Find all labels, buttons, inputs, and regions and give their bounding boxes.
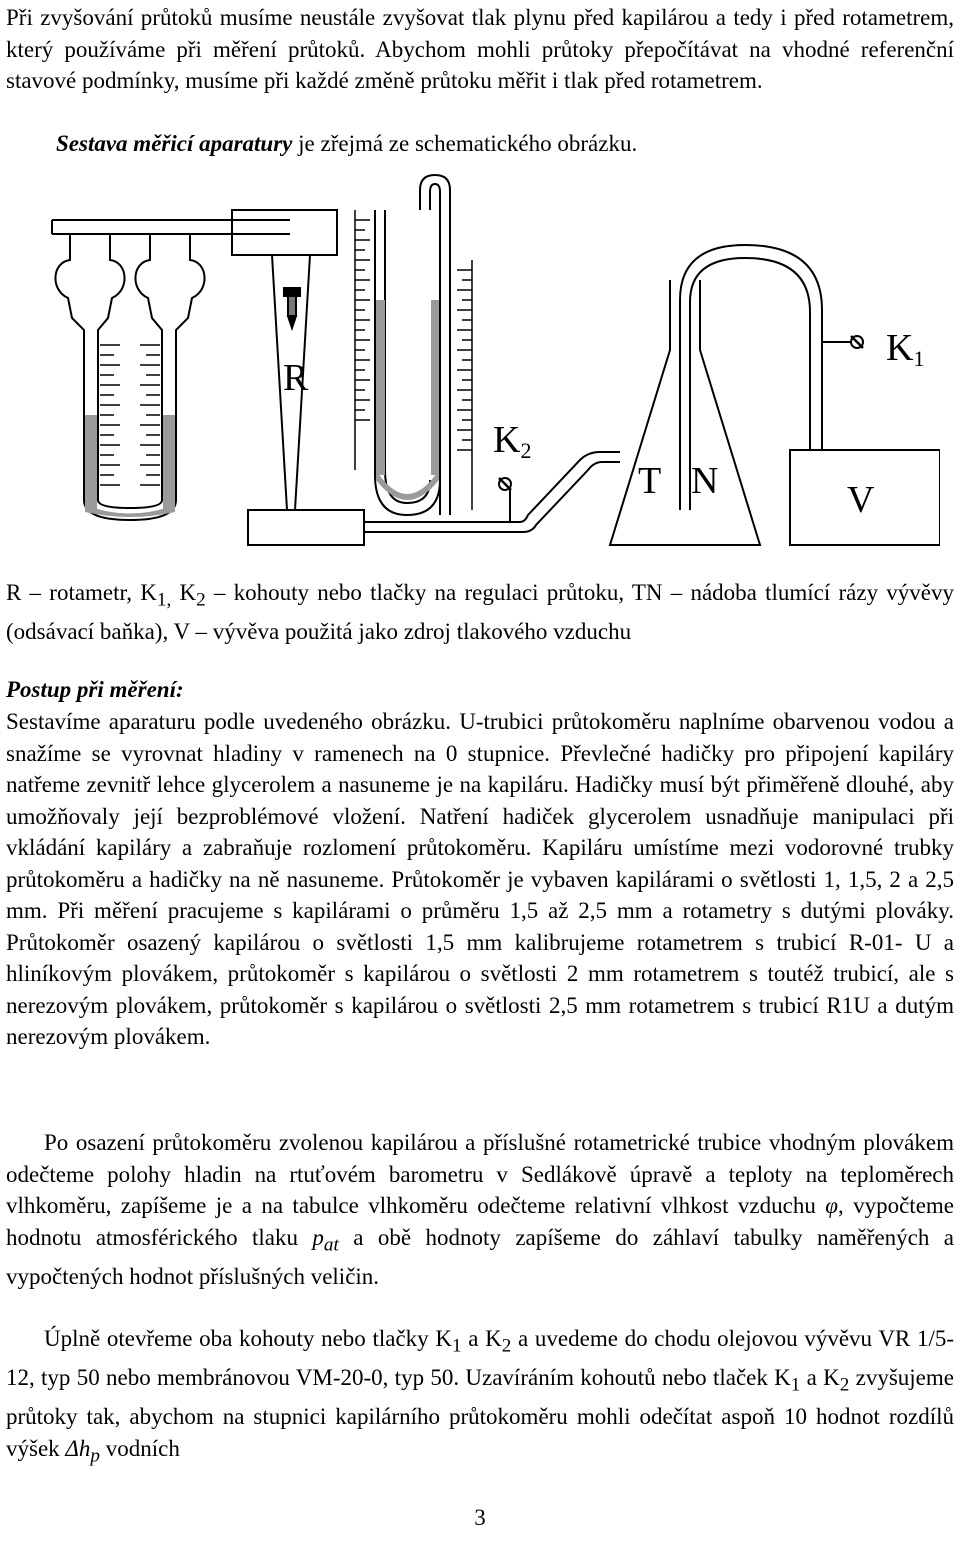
clamp-k2-icon [499,478,511,490]
procedure-heading: Postup při měření: [6,677,184,702]
procedure-paragraph-1: Sestavíme aparaturu podle uvedeného obrázku. U-trubici průtokoměru naplníme obarvenou vodou a snažíme se vyrovnat hladiny v ramenech na 0 stupnice. Převlečné hadičky pro připojení kapiláry natřeme zevnitř lehce glycerolem a nasuneme je na kapiláru. Hadičky musí být přiměřeně dlouhé, aby umožňovaly její bezproblémové vložení. Natření hadiček glycerolem usnadňuje manipulaci při vkládání kapiláry a zabraňuje rozlomení průtokoměru. Kapiláru umístíme mezi vodorovné trubky průtokoměru a hadičky na ně nasuneme. Průtokoměr je vybaven kapilárami o světlosti 1, 1,5, 2 a 2,5 mm. Při měření pracujeme s kapilárami o průměru 1,5 až 2,5 mm a rotametry s dutými plováky. Průtokoměr osazený kapilárou o světlosti 1,5 mm kalibrujeme rotametrem s trubicí R-01- U a hliníkovým plovákem, průtokoměr s kapilárou o světlosti 2 mm rotametrem s toutéž trubicí, ale s nerezovým plovákem, průtokoměr s kapilárou o světlosti 2,5 mm rotametrem s trubicí R1U a dutým nerezovým plovákem. [6,709,954,1049]
setup-line [56,128,954,160]
label-n: N [691,460,719,502]
setup-heading: Sestava měřicí aparatury [56,131,293,156]
p-at-symbol: p [312,1224,324,1250]
procedure-paragraph-3: Úplně otevřeme oba kohouty nebo tlačky $K_1$ a $K_2$ a uvedeme do chodu olejovou vývěvu VR 1/5-12, typ 50 nebo membránovou VM-20-0, typ 50. Uzavíráním kohoutů nebo tlaček $K_1$ a $K_2$ zvyšujeme průtoky tak, abychom na stupnici kapilárního průtokoměru mohli odečítat aspoň 10 hodnot rozdílů výšek $\Delta h_p$ vodních [6,1326,954,1467]
rotameter [248,255,364,545]
intro-text: Při zvyšování průtoků musíme neustále zvyšovat tlak plynu před kapilárou a tedy i před rotametrem, který používáme při měření průtoků. Abychom mohli průtoky přepočítávat na vhodné referenční stavové podmínky, musíme při každé změně průtoku měřit i tlak před rotametrem. [6,5,954,93]
legend-sub-1: 1, [156,589,172,611]
clamp-k1-icon [822,336,863,348]
label-k1: K1 [886,327,925,371]
apparatus-schematic [40,170,940,555]
label-v: V [847,479,875,521]
label-t: T [638,460,662,502]
page-number: 3 [474,1505,486,1530]
delta-h-symbol: Δh [65,1435,91,1461]
u-manometer [355,175,472,515]
intro-paragraph [6,2,954,97]
legend-sub-2: 2 [196,589,206,611]
setup-rest: je zřejmá ze schematického obrázku. [292,131,638,156]
label-k2: K2 [493,419,532,463]
phi-symbol: φ [825,1193,838,1218]
connection-tube [364,452,620,532]
figure-legend: R – rotametr, $K_{1,}$ $K_2$ – kohouty nebo tlačky na regulaci průtoku, TN – nádoba tlumící rázy vývěvy (odsávací baňka), V – vývěva použitá jako zdroj tlakového vzduchu [6,580,954,645]
procedure-paragraph-2: Po osazení průtokoměru zvolenou kapilárou a příslušné rotametrické trubice vhodným plovákem odečteme polohy hladin na rtuťovém barometru v Sedlákově úpravě a teploty na teploměrech vlhkoměru, zapíšeme je a na tabulce vlhkoměru odečteme relativní vlhkost vzduchu φ, vypočteme hodnotu atmosférického tlaku $p_{at}$ a obě hodnoty zapíšeme do záhlaví tabulky naměřených a vypočtených hodnot příslušných veličin. [6,1130,954,1289]
label-r: R [283,357,309,399]
